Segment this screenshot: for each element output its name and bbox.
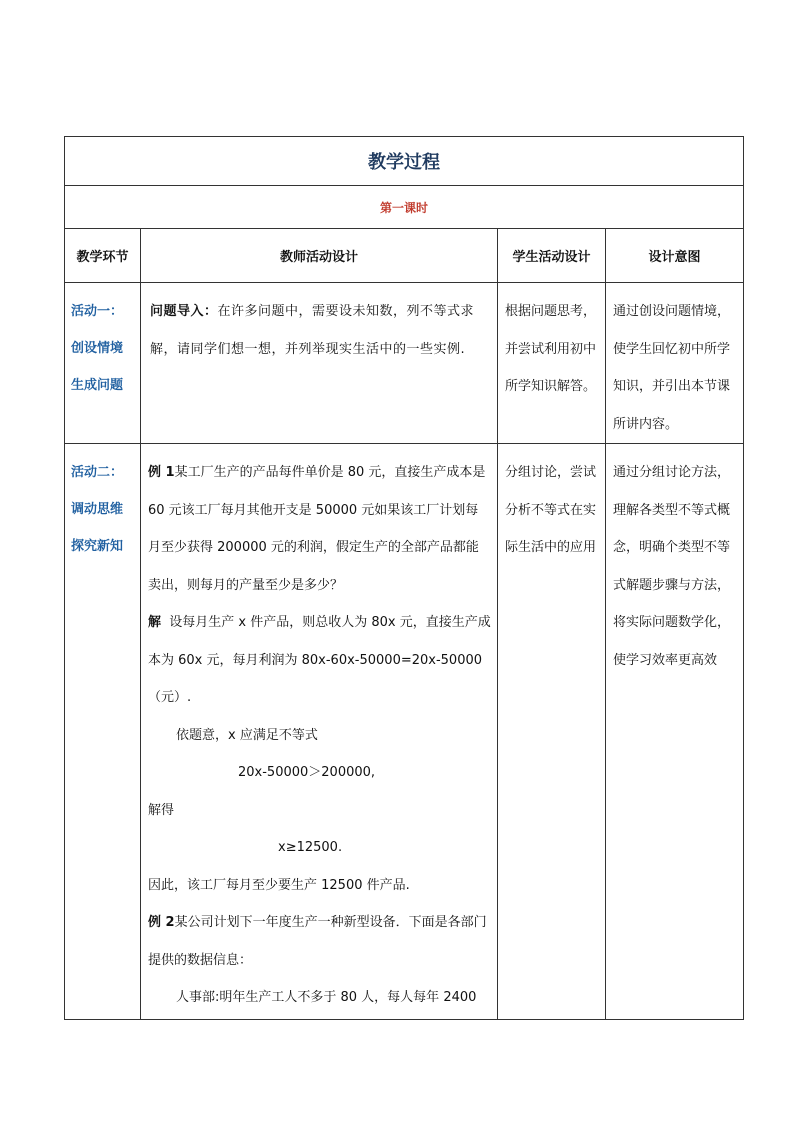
page-title: 教学过程: [368, 152, 440, 173]
solution-text: 设每月生产 x 件产品，则总收人为 80x 元，直接生产成本为 60x 元，每月利润为 80x-60x-50000=20x-50000（元）.: [148, 615, 491, 705]
solve-line: 解得: [148, 802, 175, 818]
session-label: 第一课时: [379, 200, 428, 215]
lesson-table: [64, 136, 744, 1020]
intro-text: 在许多问题中，需要设未知数，列不等式求解，请同学们想一想，并列举现实生活中的一些实例.: [150, 304, 475, 357]
header-teacher: 教师活动设计: [141, 229, 498, 283]
activity2-intent: 通过分组讨论方法，理解各类型不等式概念，明确个类型不等式解题步骤与方法，将实际问题数学化，使学习效率更高效: [606, 444, 744, 1020]
inequality-1: 20x-50000＞200000,: [238, 765, 376, 780]
activity1-intent: 通过创设问题情境，使学生回忆初中所学知识，并引出本节课所讲内容。: [606, 283, 744, 444]
solution-label: 解: [148, 615, 162, 630]
activity-row-2: [65, 444, 744, 1020]
activity1-student: 根据问题思考，并尝试利用初中所学知识解答。: [498, 283, 606, 444]
activity2-student: 分组讨论，尝试分析不等式在实际生活中的应用: [498, 444, 606, 1020]
activity1-name: [65, 283, 141, 444]
activity2-name-line: 调动思维: [71, 502, 124, 517]
activity2-name-line: 活动二：: [71, 465, 124, 480]
intro-label: 问题导入：: [150, 304, 218, 319]
activity2-name: [65, 444, 141, 1020]
activity1-name-line: 生成问题: [71, 378, 124, 393]
example1-label: 例 1: [148, 465, 175, 480]
hr-dept-line: 人事部:明年生产工人不多于 80 人，每人每年 2400: [176, 990, 477, 1005]
example2-text: 某公司计划下一年度生产一种新型设备．下面是各部门提供的数据信息：: [148, 915, 487, 968]
activity1-name-line: 创设情境: [71, 341, 124, 356]
example1-text: 某工厂生产的产品每件单价是 80 元，直接生产成本是 60 元该工厂每月其他开支是 50000 元如果该工厂计划每月至少获得 200000 元的利润，假定生产的全部产品都能卖出，则每月的产量至少是多少？: [148, 465, 486, 593]
session-cell: [65, 186, 744, 229]
activity1-teacher: [141, 283, 498, 444]
inequality-2: x≥12500.: [278, 840, 343, 855]
activity-row-1: [65, 283, 744, 444]
activity2-teacher: [141, 444, 498, 1020]
title-cell: [65, 137, 744, 186]
condition-line: 依题意，x 应满足不等式: [176, 727, 318, 743]
activity1-name-line: 活动一：: [71, 304, 124, 319]
header-intent: 设计意图: [606, 229, 744, 283]
header-student: 学生活动设计: [498, 229, 606, 283]
example2-label: 例 2: [148, 915, 175, 930]
header-row: [65, 229, 744, 283]
header-stage: 教学环节: [65, 229, 141, 283]
activity2-name-line: 探究新知: [71, 539, 124, 554]
conclusion-line: 因此，该工厂每月至少要生产 12500 件产品.: [148, 877, 410, 893]
